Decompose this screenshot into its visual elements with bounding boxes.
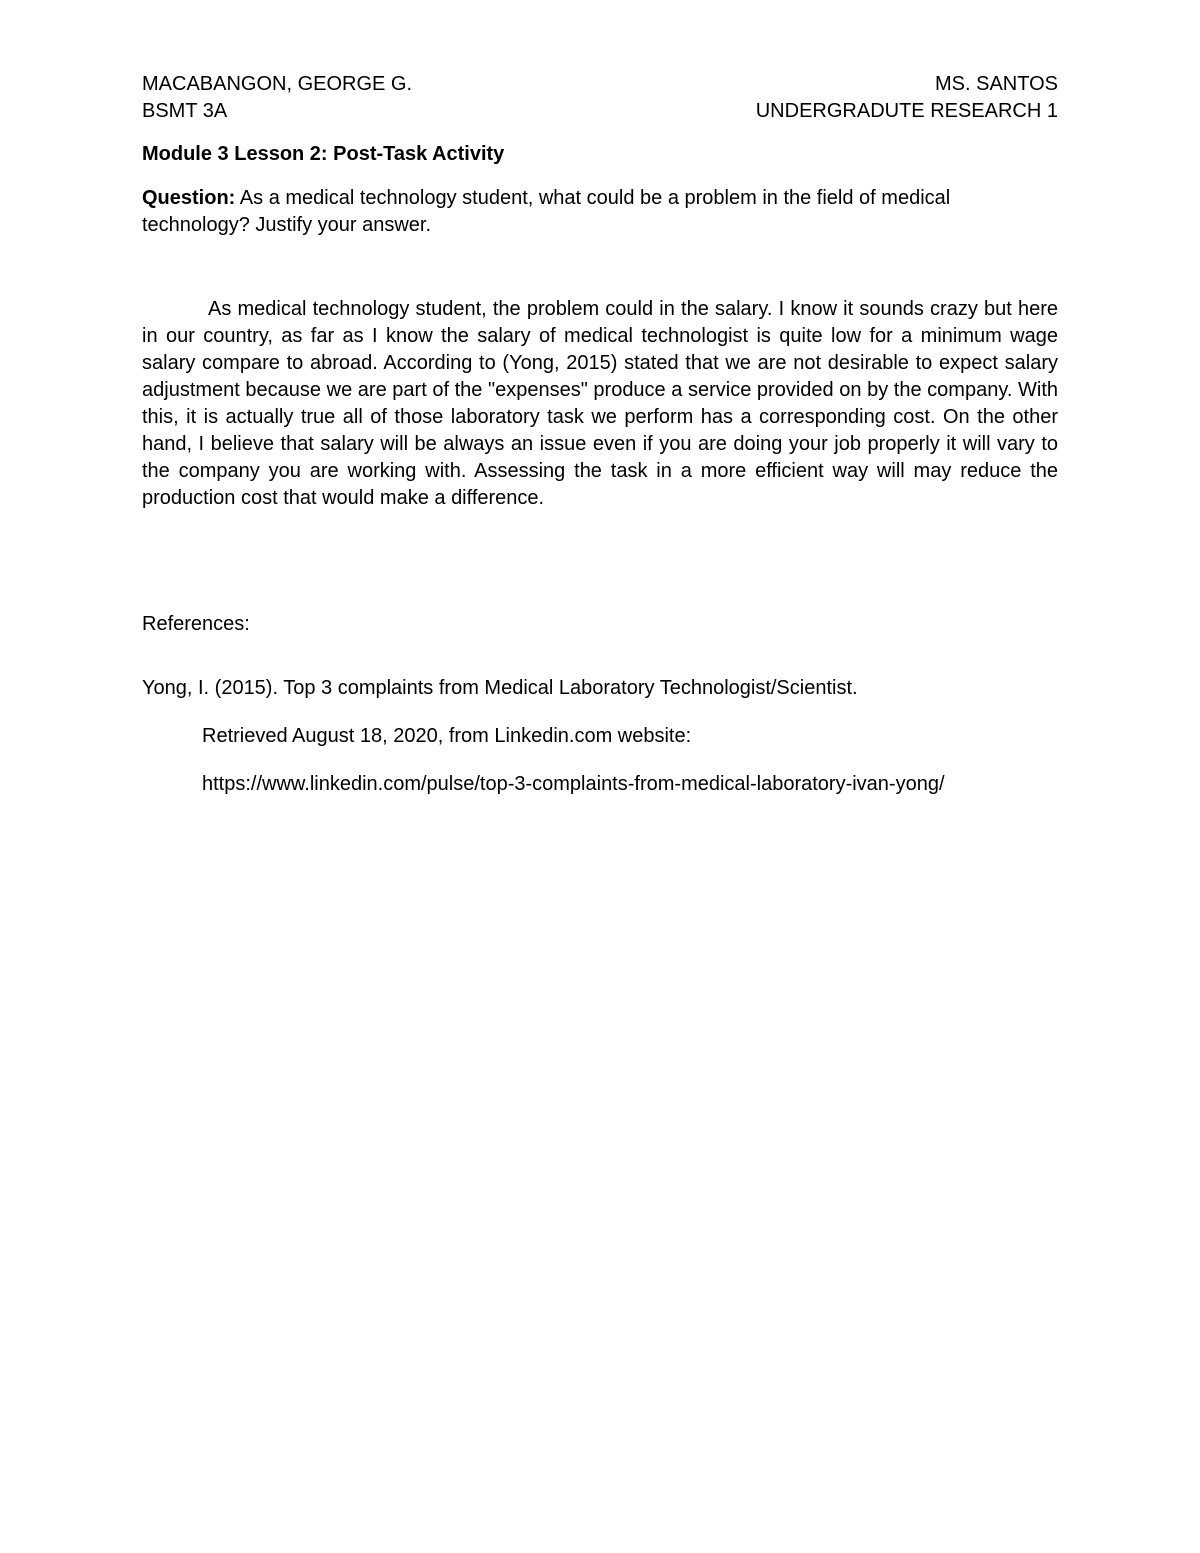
answer-paragraph: As medical technology student, the problem could in the salary. I know it sounds crazy but here in our country, as far as I know the salary of medical technologist is quite low for a minimum wage salary compare to abroad. According to (Yong, 2015) stated that we are not desirable to expect salary adjustment because we are part of the "expenses" produce a service provided on by the company. With this, it is actually true all of those laboratory task we perform has a corresponding cost. On the other hand, I believe that salary will be always an issue even if you are doing your job properly it will vary to the company you are working with. Assessing the task in a more efficient way will may reduce the production cost that would make a difference. — [142, 298, 1058, 509]
reference-citation: Yong, I. (2015). Top 3 complaints from Medical Laboratory Technologist/Scientist. — [142, 677, 858, 699]
reference-url: https://www.linkedin.com/pulse/top-3-complaints-from-medical-laboratory-ivan-yong/ — [202, 773, 945, 795]
student-name: MACABANGON, GEORGE G. — [142, 73, 413, 95]
document-title: Module 3 Lesson 2: Post-Task Activity — [142, 143, 505, 165]
references-heading: References: — [142, 613, 250, 635]
reference-retrieved: Retrieved August 18, 2020, from Linkedin.com website: — [202, 725, 692, 747]
question-label: Question: — [142, 187, 236, 209]
document-header — [142, 71, 1058, 125]
course-name: UNDERGRADUTE RESEARCH 1 — [755, 100, 1058, 122]
header-row-1 — [142, 71, 1058, 98]
header-row-2 — [142, 98, 1058, 125]
question-block — [142, 185, 1058, 239]
instructor-name: MS. SANTOS — [935, 73, 1058, 95]
question-text: As a medical technology student, what could be a problem in the field of medical technology? Justify your answer. — [142, 187, 951, 236]
student-section: BSMT 3A — [142, 100, 228, 122]
